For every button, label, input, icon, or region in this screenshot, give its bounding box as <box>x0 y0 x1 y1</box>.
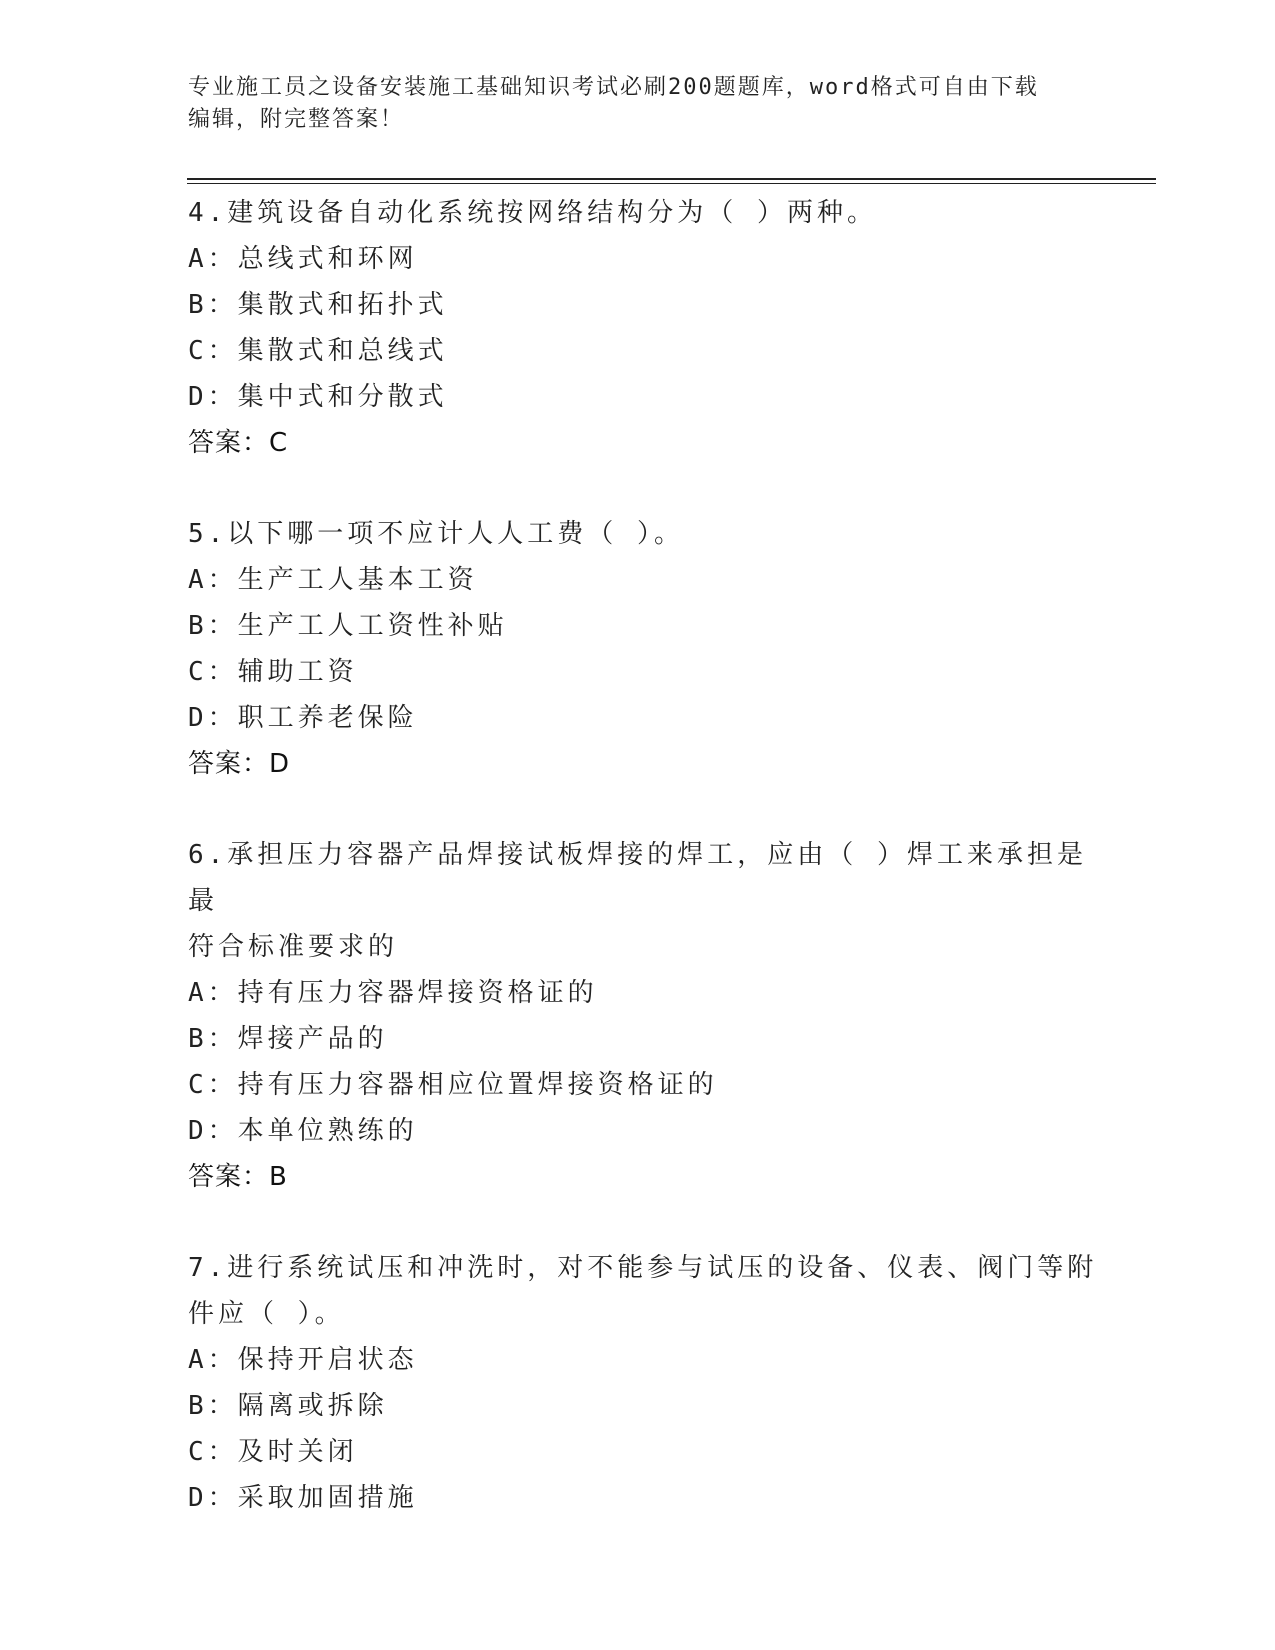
question-list <box>188 190 1108 1566</box>
option-b: B：集散式和拓扑式 <box>188 290 448 320</box>
question-4 <box>188 190 1108 466</box>
option-a: A：生产工人基本工资 <box>188 565 478 595</box>
header-line-1: 专业施工员之设备安装施工基础知识考试必刷200题题库，word格式可自由下载 <box>188 75 1039 100</box>
question-text-line-2: 件应（ ）。 <box>188 1299 345 1329</box>
question-5 <box>188 511 1108 787</box>
option-c: C：集散式和总线式 <box>188 336 448 366</box>
header-line-2: 编辑，附完整答案！ <box>188 107 405 132</box>
answer-text: 答案：C <box>188 428 289 458</box>
question-text-line-1: 7.进行系统试压和冲洗时，对不能参与试压的设备、仪表、阀门等附 <box>188 1253 1098 1283</box>
question-text-line-1: 6.承担压力容器产品焊接试板焊接的焊工，应由（ ）焊工来承担是最 <box>188 840 1087 916</box>
option-b: B：焊接产品的 <box>188 1024 388 1054</box>
option-b: B：隔离或拆除 <box>188 1391 388 1421</box>
answer-text: 答案：D <box>188 749 291 779</box>
option-d: D：职工养老保险 <box>188 703 418 733</box>
question-7 <box>188 1245 1108 1521</box>
option-a: A：持有压力容器焊接资格证的 <box>188 978 598 1008</box>
option-c: C：及时关闭 <box>188 1437 358 1467</box>
option-d: D：集中式和分散式 <box>188 382 448 412</box>
option-d: D：本单位熟练的 <box>188 1116 418 1146</box>
question-text-line-2: 符合标准要求的 <box>188 932 399 962</box>
option-a: A：总线式和环网 <box>188 244 418 274</box>
option-b: B：生产工人工资性补贴 <box>188 611 508 641</box>
header-divider-thin <box>187 183 1156 184</box>
option-c: C：辅助工资 <box>188 657 358 687</box>
option-c: C：持有压力容器相应位置焊接资格证的 <box>188 1070 718 1100</box>
question-text: 4.建筑设备自动化系统按网络结构分为（ ）两种。 <box>188 198 877 228</box>
header-divider-thick <box>187 178 1156 180</box>
question-text: 5.以下哪一项不应计人人工费（ ）。 <box>188 519 684 549</box>
option-a: A：保持开启状态 <box>188 1345 418 1375</box>
answer-text: 答案：B <box>188 1162 288 1192</box>
document-header <box>188 72 1088 136</box>
option-d: D：采取加固措施 <box>188 1483 418 1513</box>
question-6 <box>188 832 1108 1200</box>
